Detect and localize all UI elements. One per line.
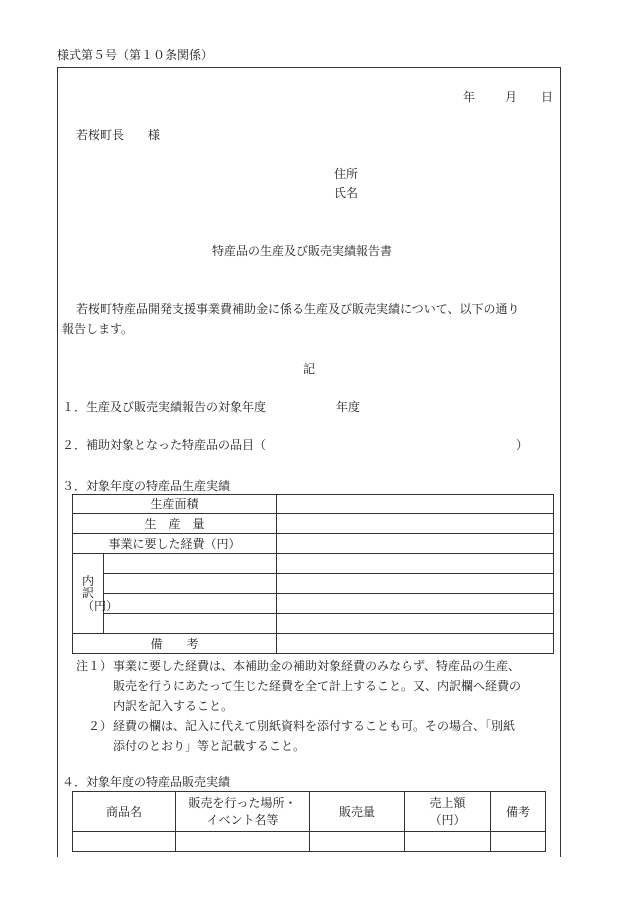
table-row: [73, 634, 554, 654]
business-cost-value[interactable]: [277, 534, 554, 554]
breakdown-amount-4[interactable]: [277, 614, 554, 634]
header-sales-amount-line-1: 売上額: [429, 795, 466, 810]
applicant-address-label: 住所: [334, 167, 359, 181]
document-title: 特産品の生産及び販売実績報告書: [212, 244, 393, 258]
note-2-prefix: ２）: [88, 719, 113, 733]
note-1-prefix: 注１）: [76, 659, 113, 673]
business-cost-label: 事業に要した経費（円）: [73, 534, 277, 554]
table-row: [73, 594, 554, 614]
date-year: 年: [463, 90, 476, 104]
table-row: [73, 495, 554, 514]
form-number: 様式第５号（第１０条関係）: [57, 48, 214, 62]
sales-place-cell[interactable]: [176, 832, 310, 852]
sales-product-cell[interactable]: [73, 832, 176, 852]
header-sales-amount: [405, 792, 491, 832]
production-remarks-label: 備 考: [73, 634, 277, 654]
header-sales-place: [176, 792, 310, 832]
header-sales-volume: 販売量: [310, 792, 405, 832]
production-area-value[interactable]: [277, 495, 554, 514]
note-2-line-1: 経費の欄は、記入に代えて別紙資料を添付することも可。その場合、「別紙: [113, 719, 516, 733]
date-month: 月: [505, 90, 518, 104]
production-qty-label: 生 産 量: [73, 514, 277, 534]
header-sales-place-line-2: イベント名等: [206, 812, 279, 827]
item-2-close-paren: ）: [516, 438, 529, 452]
breakdown-item-1[interactable]: [104, 554, 277, 574]
sales-amount-cell[interactable]: [405, 832, 491, 852]
table-row: [73, 614, 554, 634]
sales-table: [72, 791, 546, 852]
note-1-line-2: 販売を行うにあたって生じた経費を全て計上すること。又、内訳欄へ経費の: [113, 679, 522, 693]
item-3-label: ３．対象年度の特産品生産実績: [62, 479, 231, 493]
table-row: [73, 792, 546, 832]
item-1-year-suffix: 年度: [336, 400, 361, 414]
breakdown-amount-1[interactable]: [277, 554, 554, 574]
date-day: 日: [541, 90, 554, 104]
table-row: [73, 832, 546, 852]
applicant-name-label: 氏名: [334, 186, 359, 200]
note-1-line-3: 内訳を記入すること。: [113, 699, 234, 713]
breakdown-label-text: 内訳（円）: [82, 573, 119, 613]
breakdown-amount-3[interactable]: [277, 594, 554, 614]
breakdown-amount-2[interactable]: [277, 574, 554, 594]
table-row: [73, 534, 554, 554]
header-remarks: 備考: [491, 792, 546, 832]
note-1-line-1: 事業に要した経費は、本補助金の補助対象経費のみならず、特産品の生産、: [113, 659, 521, 673]
production-area-label: 生産面積: [73, 495, 277, 514]
body-text-line-1: 若桜町特産品開発支援事業費補助金に係る生産及び販売実績について、以下の通り: [76, 302, 520, 316]
table-row: [73, 514, 554, 534]
table-row: [73, 554, 554, 574]
header-sales-place-line-1: 販売を行った場所・: [188, 795, 297, 810]
production-qty-value[interactable]: [277, 514, 554, 534]
breakdown-item-3[interactable]: [104, 594, 277, 614]
body-text-line-2: 報告します。: [62, 322, 134, 336]
breakdown-item-2[interactable]: [104, 574, 277, 594]
table-row: [73, 574, 554, 594]
header-product-name: 商品名: [73, 792, 176, 832]
header-sales-amount-line-2: （円）: [429, 812, 466, 827]
item-1-label: １．生産及び販売実績報告の対象年度: [62, 400, 267, 414]
ki-heading: 記: [303, 362, 316, 376]
addressee: 若桜町長 様: [76, 128, 161, 142]
production-remarks-value[interactable]: [277, 634, 554, 654]
item-4-label: ４．対象年度の特産品販売実績: [62, 775, 231, 789]
breakdown-item-4[interactable]: [104, 614, 277, 634]
note-2-line-2: 添付のとおり」等と記載すること。: [113, 739, 306, 753]
sales-remarks-cell[interactable]: [491, 832, 546, 852]
breakdown-label: [73, 554, 119, 634]
sales-volume-cell[interactable]: [310, 832, 405, 852]
item-2-label: ２．補助対象となった特産品の品目（: [62, 438, 267, 452]
production-table: [72, 494, 554, 654]
